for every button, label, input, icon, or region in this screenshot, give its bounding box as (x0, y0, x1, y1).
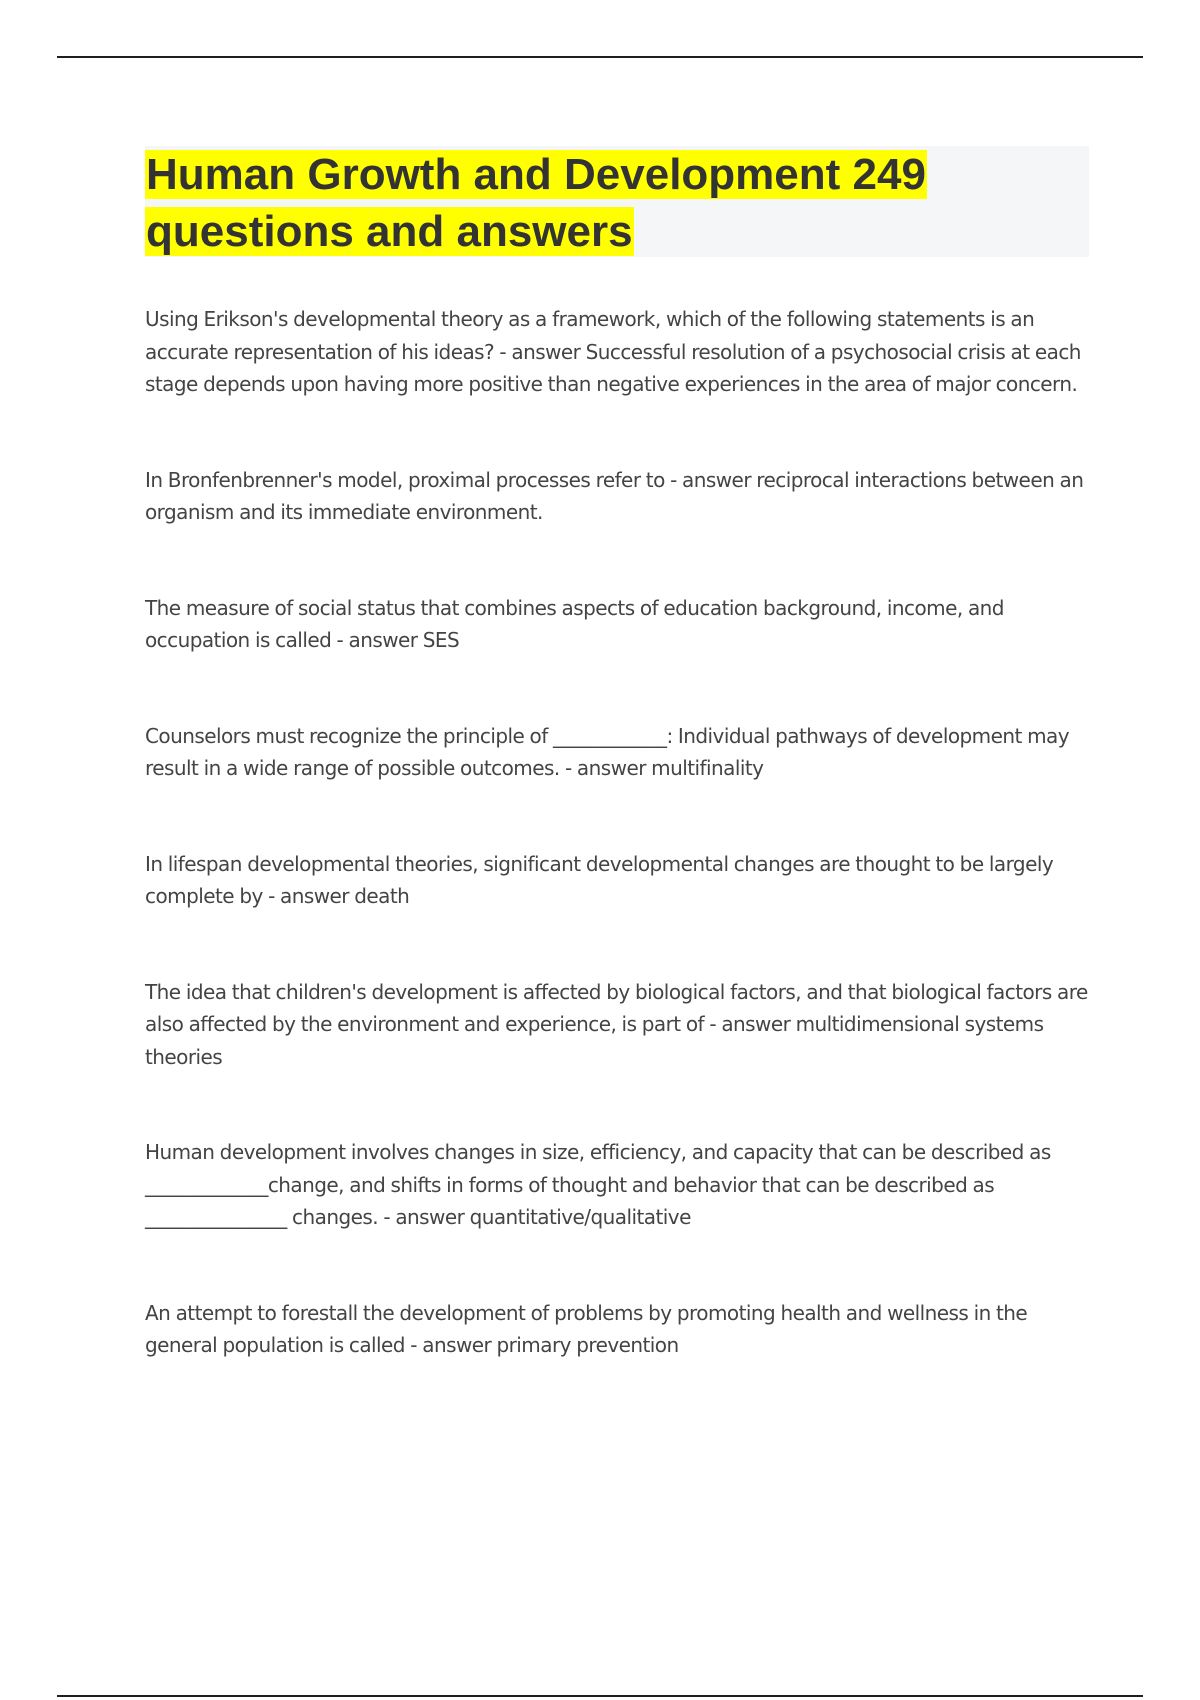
title-block (145, 146, 1089, 257)
bottom-rule (57, 1695, 1143, 1697)
qa-item: Counselors must recognize the principle of ____________: Individual pathways of development may result in a wide range of possible outcomes. - answer multifinality (145, 723, 1069, 780)
top-rule (57, 56, 1143, 58)
qa-list (145, 303, 1090, 1362)
title-line-2: questions and answers (146, 207, 633, 256)
qa-item: An attempt to forestall the development of problems by promoting health and wellness in the general population is called - answer primary prevention (145, 1300, 1028, 1357)
document-title (145, 146, 1089, 260)
qa-item: In lifespan developmental theories, significant developmental changes are thought to be largely complete by - answer death (145, 851, 1054, 908)
qa-item: Human development involves changes in size, efficiency, and capacity that can be described as _____________change, and shifts in forms of thought and behavior that can be described as _______________ changes. - answer quantitative/qualitative (145, 1140, 1051, 1229)
qa-item: The measure of social status that combines aspects of education background, income, and occupation is called - answer SES (145, 595, 1004, 652)
qa-item: The idea that children's development is affected by biological factors, and that biological factors are also affected by the environment and experience, is part of - answer multidimensional systems theories (145, 979, 1088, 1069)
qa-item: In Bronfenbrenner's model, proximal processes refer to - answer reciprocal interactions between an organism and its immediate environment. (145, 467, 1084, 524)
title-line-1: Human Growth and Development 249 (146, 150, 926, 199)
qa-item: Using Erikson's developmental theory as a framework, which of the following statements is an accurate representation of his ideas? - answer Successful resolution of a psychosocial crisis at each stage depends upon having more positive than negative experiences in the area of major concern. (145, 307, 1081, 396)
